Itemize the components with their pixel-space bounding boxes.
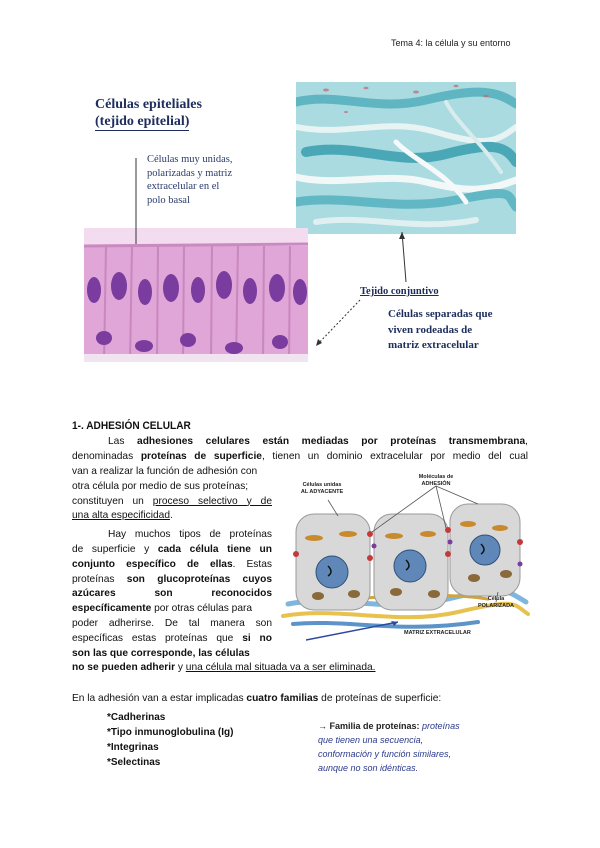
paragraph-1-line-1: [72, 435, 528, 450]
definition-line: conformación y función similares,: [318, 749, 452, 759]
bold-run: son glucoproteínas cuyos: [126, 573, 272, 585]
underlined-run: proceso selectivo y de: [152, 495, 272, 507]
page-header: Tema 4: la célula y su entorno: [391, 38, 511, 48]
text-run: por otras células para: [151, 603, 253, 615]
definition-line: [318, 719, 488, 733]
bold-run: cuatro familias: [246, 693, 319, 704]
text-line: [72, 602, 272, 617]
bold-run: cada célula tiene un: [157, 543, 272, 555]
text-line: poder adherirse. De tal manera son: [72, 617, 272, 629]
label-line: Células unidas: [302, 482, 342, 488]
text-run: de proteínas de superficie:: [318, 693, 442, 704]
note-line: viven rodeadas de: [388, 323, 473, 336]
bold-run: reconocidos: [211, 588, 272, 600]
note-line: Células muy unidas,: [147, 154, 233, 165]
text-run: En la adhesión van a estar implicadas: [72, 693, 247, 704]
text-run: denominadas: [72, 451, 141, 462]
text-line: [72, 543, 272, 558]
text-line: [72, 573, 272, 588]
section-heading: 1-. ADHESIÓN CELULAR: [72, 420, 191, 432]
paragraph-2-last-line: [72, 661, 472, 676]
text-line: [72, 558, 272, 573]
bold-run: si no: [242, 632, 272, 644]
annotation-arrows: [0, 0, 600, 400]
paragraph-1-line-2: [72, 450, 528, 465]
list-item: *Cadherinas: [107, 712, 166, 723]
families-list: [107, 710, 233, 770]
text-run: .: [169, 510, 173, 522]
definition-box: [318, 719, 488, 775]
definition-line: que tienen una secuencia,: [318, 735, 424, 745]
text-line: [72, 495, 272, 510]
bold-run: adhesiones celulares están mediadas por proteínas transmembrana: [137, 436, 526, 447]
note-line: polo basal: [147, 194, 190, 206]
underlined-run: una célula mal situada va a ser eliminada.: [185, 662, 376, 673]
text-line: van a realizar la función de adhesión con: [72, 466, 258, 477]
text-line: otra célula por medio de sus proteínas;: [72, 480, 249, 492]
title-line: Células epiteliales: [95, 97, 202, 112]
diagram-label-matrix: MATRIZ EXTRACELULAR: [404, 630, 471, 636]
definition-label: → Familia de proteínas:: [318, 721, 420, 731]
text-run: específicas estas proteínas que: [72, 632, 243, 644]
definition-line: aunque no son idénticas.: [318, 763, 419, 773]
note-line: polarizadas y matriz: [147, 167, 233, 179]
label-line: POLARIZADA: [477, 602, 515, 609]
text-line: son las que corresponde, las células: [72, 647, 250, 659]
paragraph-3: [72, 692, 532, 707]
label-line: Célula: [487, 596, 505, 602]
text-run: constituyen un: [72, 495, 153, 507]
diagram-label-adjacent: [290, 482, 354, 495]
label-line: ADHESIÓN: [421, 480, 451, 487]
text-line: Hay muchos tipos de proteínas: [108, 529, 272, 541]
underlined-run: una alta especificidad: [72, 510, 170, 522]
title-line: (tejido epitelial): [95, 114, 190, 129]
note-line: Células separadas que: [388, 308, 493, 320]
label-line: AL ADYACENTE: [300, 488, 344, 495]
cell-adhesion-diagram: [278, 474, 530, 648]
text-run: Las: [108, 436, 138, 447]
diagram-label-molecules: [406, 474, 466, 487]
left-column-text: [72, 465, 272, 661]
text-line: [72, 587, 272, 602]
bold-run: conjunto específico de ellas: [72, 558, 233, 570]
bold-run: son: [154, 588, 173, 600]
list-item: *Selectinas: [107, 757, 161, 768]
bold-run: específicamente: [72, 603, 152, 615]
text-line: [72, 509, 272, 524]
diagram-label-polarized: [468, 596, 524, 609]
text-run: proteínas: [72, 573, 127, 585]
text-run: . Estas: [232, 558, 272, 570]
list-item: *Integrinas: [107, 742, 159, 753]
list-item: *Tipo inmunoglobulina (Ig): [107, 727, 234, 738]
note-line: matriz extracelular: [388, 339, 479, 351]
bold-run: azúcares: [72, 588, 116, 600]
text-run: y: [175, 662, 186, 673]
text-line: [72, 632, 272, 647]
text-run: ,: [525, 436, 528, 447]
bold-run: proteínas de superficie: [140, 451, 262, 462]
text-run: de superficie y: [72, 543, 158, 555]
text-run: proteínas: [422, 721, 460, 731]
bold-run: no se pueden adherir: [72, 662, 176, 673]
note-line: extracelular en el: [147, 181, 220, 192]
text-run: , tienen un dominio extracelular por medio del cual: [261, 451, 529, 462]
label-line: Moléculas de: [418, 474, 454, 480]
connective-label: Tejido conjuntivo: [360, 286, 439, 297]
